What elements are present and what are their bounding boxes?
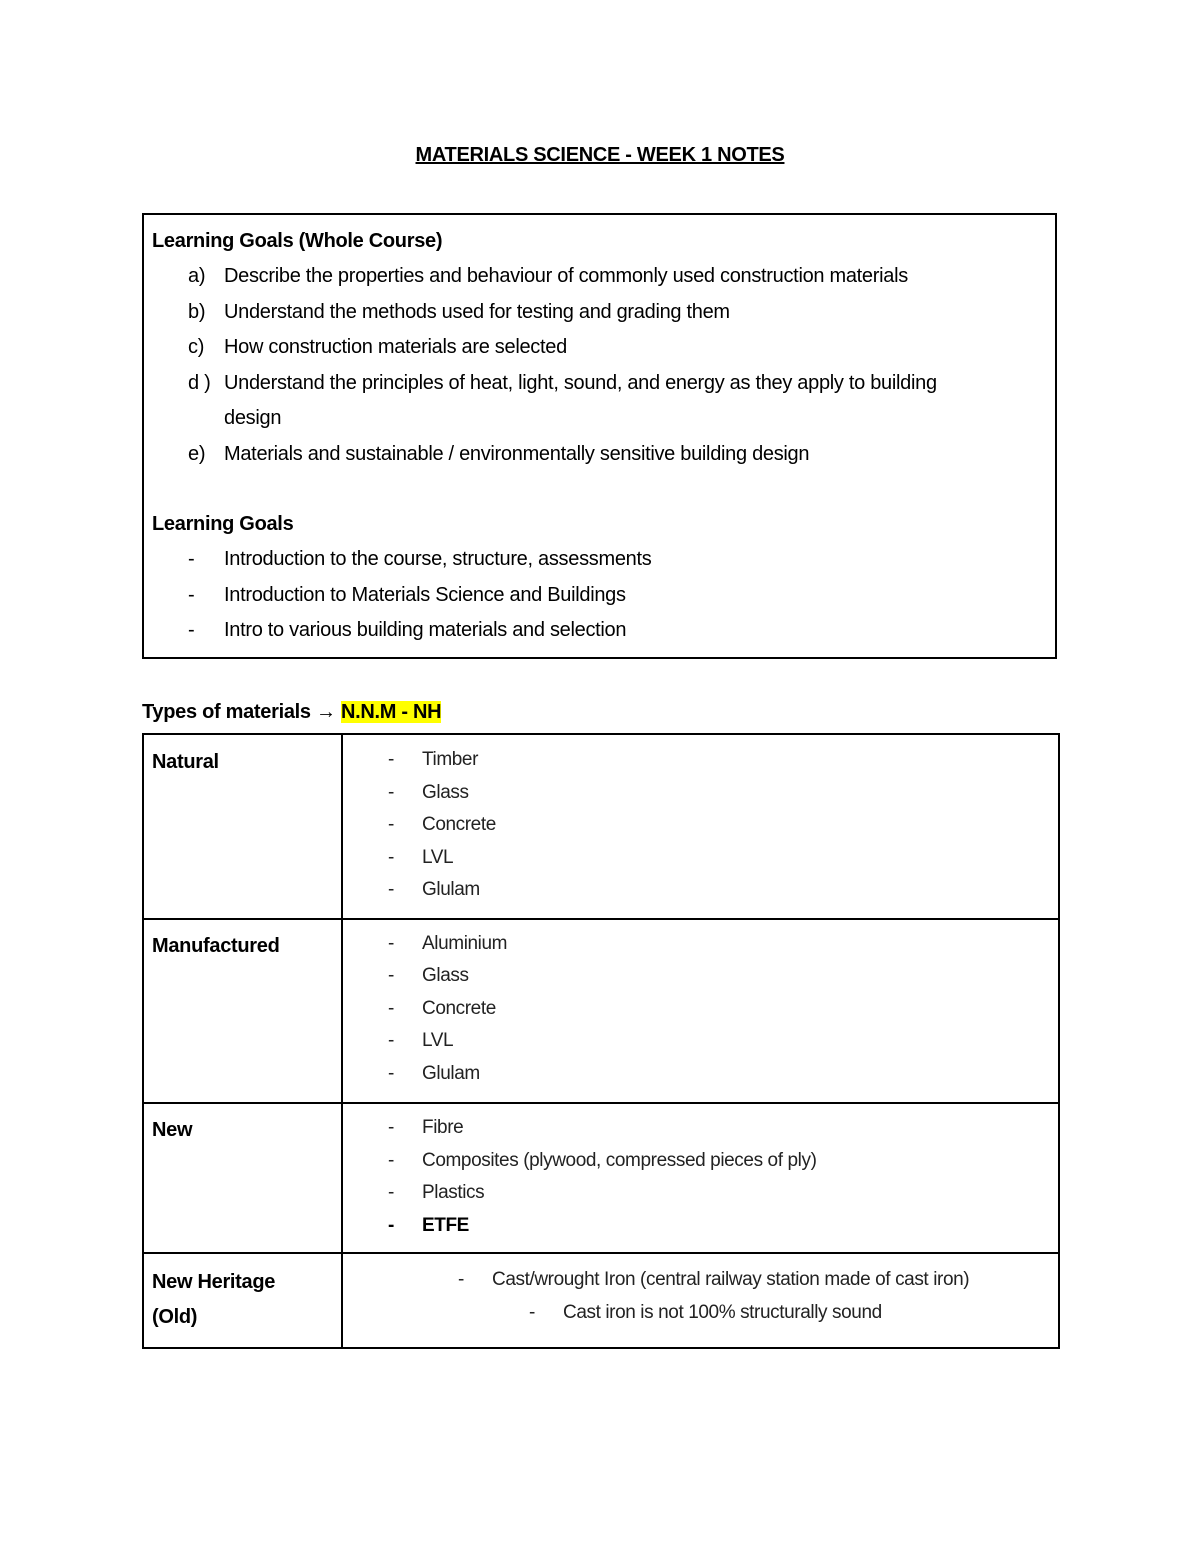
item-text: Concrete — [422, 998, 496, 1019]
learning-goals-box — [142, 213, 1057, 659]
list-marker: - — [188, 548, 195, 570]
list-text: design — [224, 407, 282, 429]
item-dash: - — [388, 749, 394, 770]
item-text: Cast iron is not 100% structurally sound — [563, 1302, 882, 1323]
item-dash: - — [388, 965, 394, 986]
category-label-new — [152, 1113, 192, 1148]
item-text: Fibre — [422, 1117, 464, 1138]
category-label-natural — [152, 745, 219, 780]
category-label-line: New — [152, 1119, 193, 1141]
week-goals-heading: Learning Goals — [152, 513, 294, 535]
item-text: LVL — [422, 847, 454, 868]
item-text: Glass — [422, 782, 469, 803]
item-text: Glulam — [422, 1063, 480, 1084]
category-label-manufactured — [152, 929, 280, 964]
item-dash: - — [458, 1269, 464, 1290]
item-text: Concrete — [422, 814, 496, 835]
item-text: LVL — [422, 1030, 454, 1051]
row-divider — [144, 1102, 1058, 1104]
item-dash: - — [388, 1150, 394, 1171]
item-text: Aluminium — [422, 933, 508, 954]
item-dash: - — [388, 1215, 394, 1236]
item-text: ETFE — [422, 1215, 469, 1236]
list-text: Introduction to the course, structure, assessments — [224, 548, 652, 570]
category-label-line: (Old) — [152, 1306, 198, 1328]
item-dash: - — [388, 933, 394, 954]
row-divider — [144, 918, 1058, 920]
list-text: How construction materials are selected — [224, 336, 567, 358]
list-text: Describe the properties and behaviour of commonly used construction materials — [224, 265, 908, 287]
item-text: Glass — [422, 965, 469, 986]
list-marker: - — [188, 619, 195, 641]
item-text: Composites (plywood, compressed pieces of ply) — [422, 1150, 817, 1171]
item-dash: - — [529, 1302, 535, 1323]
types-heading — [142, 701, 441, 724]
item-dash: - — [388, 1030, 394, 1051]
category-label-line: Natural — [152, 751, 219, 773]
item-dash: - — [388, 1117, 394, 1138]
item-text: Glulam — [422, 879, 480, 900]
item-dash: - — [388, 879, 394, 900]
category-label-new-heritage — [152, 1265, 275, 1335]
category-label-line: New Heritage — [152, 1271, 276, 1293]
item-text: Timber — [422, 749, 479, 770]
item-text: Plastics — [422, 1182, 485, 1203]
item-dash: - — [388, 814, 394, 835]
item-dash: - — [388, 782, 394, 803]
list-marker: d ) — [188, 372, 211, 394]
list-marker: a) — [188, 265, 206, 287]
types-heading-highlight: N.N.M - NH — [340, 701, 442, 723]
materials-table — [142, 733, 1060, 1349]
item-dash: - — [388, 998, 394, 1019]
list-text: Introduction to Materials Science and Buildings — [224, 584, 626, 606]
item-dash: - — [388, 847, 394, 868]
list-text: Intro to various building materials and selection — [224, 619, 627, 641]
course-goals-heading: Learning Goals (Whole Course) — [152, 230, 443, 252]
list-text: Materials and sustainable / environmentally sensitive building design — [224, 443, 810, 465]
item-dash: - — [388, 1182, 394, 1203]
item-text: Cast/wrought Iron (central railway station made of cast iron) — [492, 1269, 970, 1290]
list-marker: e) — [188, 443, 206, 465]
list-marker: b) — [188, 301, 206, 323]
page-title: MATERIALS SCIENCE - WEEK 1 NOTES — [415, 144, 785, 166]
list-marker: - — [188, 584, 195, 606]
category-label-line: Manufactured — [152, 935, 280, 957]
item-dash: - — [388, 1063, 394, 1084]
list-text: Understand the principles of heat, light, sound, and energy as they apply to building — [224, 372, 937, 394]
list-text: Understand the methods used for testing and grading them — [224, 301, 730, 323]
row-divider — [144, 1252, 1058, 1254]
types-heading-prefix: Types of materials → — [142, 701, 341, 723]
list-marker: c) — [188, 336, 205, 358]
column-divider — [341, 735, 343, 1347]
